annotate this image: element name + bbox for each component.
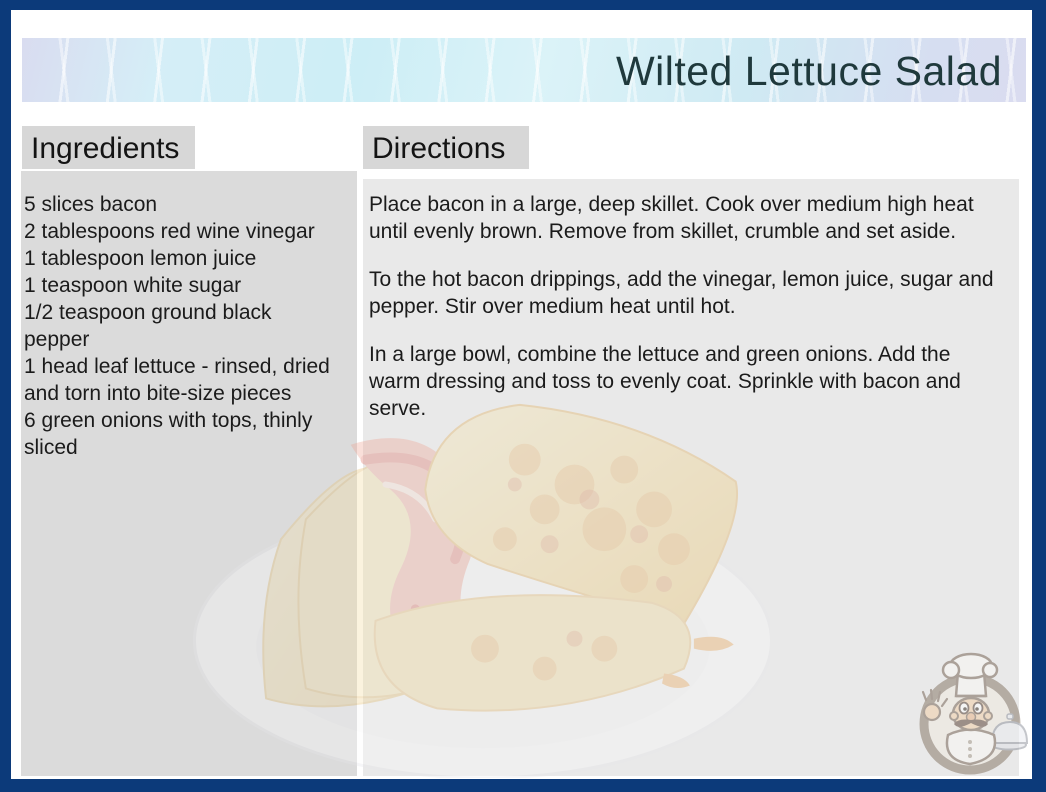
directions-paragraph <box>369 266 1019 320</box>
directions-text <box>369 191 1019 443</box>
directions-line: In a large bowl, combine the lettuce and green onions. Add the <box>369 343 951 366</box>
ingredient-item: 1 head leaf lettuce - rinsed, dried and torn into bite-size pieces <box>24 355 330 405</box>
directions-line: until evenly brown. Remove from skillet, crumble and set aside. <box>369 220 957 243</box>
cloche-icon <box>992 722 1027 743</box>
directions-paragraph <box>369 341 1019 422</box>
page-title: Wilted Lettuce Salad <box>615 48 1002 94</box>
directions-line: To the hot bacon drippings, add the vinegar, lemon juice, sugar and <box>369 268 994 291</box>
directions-line: pepper. Stir over medium heat until hot. <box>369 295 736 318</box>
ingredient-item: 1 tablespoon lemon juice <box>24 247 257 270</box>
header-banner <box>22 38 1026 102</box>
directions-paragraph <box>369 191 1019 245</box>
directions-heading: Directions <box>363 126 529 169</box>
ingredients-heading: Ingredients <box>22 126 195 169</box>
directions-line: serve. <box>369 397 427 420</box>
ingredient-item: 1/2 teaspoon ground black pepper <box>24 301 272 351</box>
ingredient-item: 2 tablespoons red wine vinegar <box>24 220 315 243</box>
ingredient-item: 5 slices bacon <box>24 193 158 216</box>
directions-line: Place bacon in a large, deep skillet. Cook over medium high heat <box>369 193 974 216</box>
ingredients-list <box>24 191 338 461</box>
chef-mascot-logo <box>910 650 1028 778</box>
directions-line: warm dressing and toss to evenly coat. Sprinkle with bacon and <box>369 370 961 393</box>
ingredient-item: 1 teaspoon white sugar <box>24 274 242 297</box>
ingredient-item: 6 green onions with tops, thinly sliced <box>24 409 313 459</box>
